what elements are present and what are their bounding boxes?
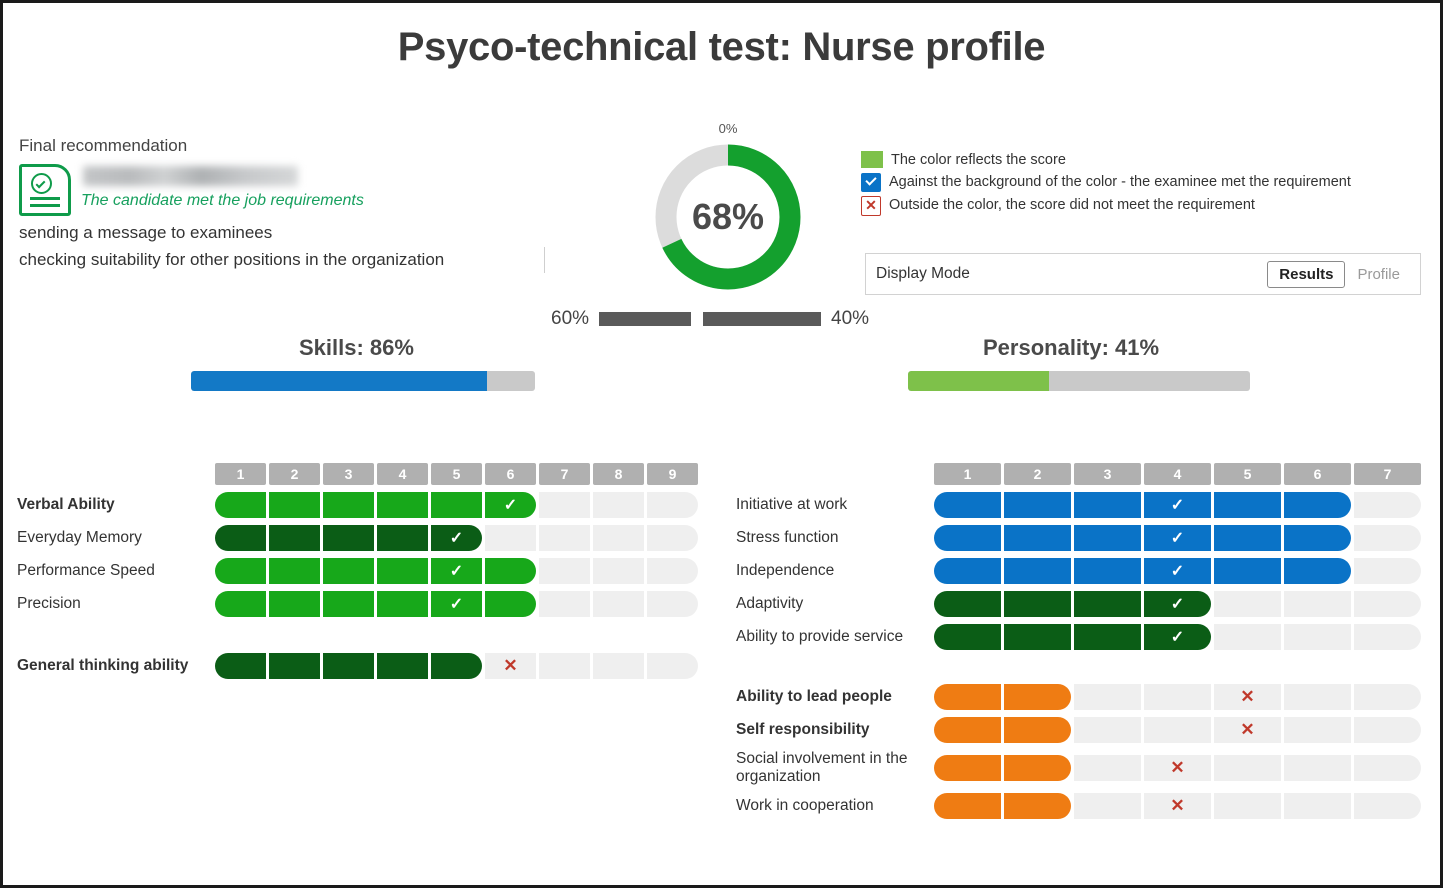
skills-col-3: 3 [323,463,374,485]
table-row [736,591,1436,617]
cell-with-marker [485,492,536,518]
cell [539,558,590,584]
cell [934,755,1001,781]
cell [539,525,590,551]
skills-col-5: 5 [431,463,482,485]
cell [1214,793,1281,819]
cell [1074,755,1141,781]
check-icon: ✓ [449,530,464,547]
cell [539,492,590,518]
cell [1354,684,1421,710]
cell-with-marker [1214,684,1281,710]
cell [1074,793,1141,819]
recommendation-subtitle: The candidate met the job requirements [81,192,364,209]
cell [1284,624,1351,650]
cell [1004,755,1071,781]
legend-text-color: The color reflects the score [891,152,1066,168]
cell [647,653,698,679]
cell [539,591,590,617]
cell-with-marker [1144,624,1211,650]
cell [1214,525,1281,551]
cell [485,525,536,551]
cell [1004,525,1071,551]
table-row [736,558,1436,584]
cell [1074,624,1141,650]
check-icon: ✓ [449,563,464,580]
row-cells-general-thinking-ability [215,653,701,679]
skills-col-1: 1 [215,463,266,485]
check-icon: ✓ [1170,497,1185,514]
cell [215,492,266,518]
cell [1284,684,1351,710]
cell [1354,755,1421,781]
row-cells-precision [215,591,701,617]
cell [1354,492,1421,518]
cell [1004,793,1071,819]
display-mode-results-button[interactable]: Results [1267,261,1345,288]
personality-col-3: 3 [1074,463,1141,485]
cell [539,653,590,679]
table-row [17,558,717,584]
display-mode-bar [865,253,1421,295]
x-icon: ✕ [1240,687,1255,706]
personality-col-4: 4 [1144,463,1211,485]
cell [377,653,428,679]
check-icon: ✓ [503,497,518,514]
cell [323,653,374,679]
gauge-value-label: 68% [691,196,765,237]
cell [377,492,428,518]
table-row [736,525,1436,551]
cell [934,492,1001,518]
cell [1354,624,1421,650]
cell [1354,525,1421,551]
cell [377,591,428,617]
row-label-social-involvement: Social involvement in the organization [736,750,908,785]
display-mode-label: Display Mode [876,265,970,282]
cell [1284,717,1351,743]
cell [647,525,698,551]
cell [934,591,1001,617]
cell [1284,525,1351,551]
row-cells-adaptivity [934,591,1424,617]
cell-with-marker [1144,755,1211,781]
overall-score-gauge [643,121,813,296]
row-cells-ability-to-lead-people [934,684,1424,710]
display-mode-buttons [1267,261,1412,288]
row-cells-ability-to-provide-service [934,624,1424,650]
x-icon: ✕ [1170,757,1185,777]
row-label-work-in-cooperation: Work in cooperation [736,796,874,814]
cell-with-marker [431,525,482,551]
checkbox-icon [861,173,881,192]
x-icon: ✕ [503,656,518,675]
row-label-verbal-ability: Verbal Ability [17,496,115,514]
personality-heading: Personality: 41% [983,335,1160,360]
row-label-independence: Independence [736,562,835,580]
legend-item-not-met [861,196,1421,216]
row-cells-initiative-at-work [934,492,1424,518]
cell [1004,684,1071,710]
color-swatch-icon [861,151,883,168]
personality-col-5: 5 [1214,463,1281,485]
row-label-initiative-at-work: Initiative at work [736,496,848,514]
cell-with-marker [431,591,482,617]
display-mode-profile-button[interactable]: Profile [1345,261,1412,288]
cell [1214,624,1281,650]
cell [377,558,428,584]
cell [485,558,536,584]
row-cells-stress-function [934,525,1424,551]
cell [1354,717,1421,743]
cell [1004,717,1071,743]
recommendation-action-1[interactable]: sending a message to examinees [19,223,273,242]
personality-column-headers [934,463,1436,485]
cell [1354,591,1421,617]
cell [1284,591,1351,617]
skills-progress-fill [191,371,487,391]
final-recommendation [19,136,539,270]
legend-item-met [861,173,1421,192]
cell [934,684,1001,710]
cell [1284,558,1351,584]
cell [1214,492,1281,518]
row-cells-verbal-ability [215,492,701,518]
skills-col-4: 4 [377,463,428,485]
cell [934,558,1001,584]
cell [1284,492,1351,518]
cell [934,525,1001,551]
check-icon: ✓ [1170,563,1185,580]
table-row [736,750,1436,786]
cell [1074,591,1141,617]
row-label-precision: Precision [17,595,81,613]
cell [1074,525,1141,551]
check-icon: ✓ [1170,530,1185,547]
recommendation-action-2[interactable]: checking suitability for other positions in the organization [19,250,539,270]
cell [1004,492,1071,518]
cell [1074,684,1141,710]
cell [934,793,1001,819]
cell-with-marker [1144,793,1211,819]
row-cells-social-involvement [934,755,1424,781]
cell [1354,793,1421,819]
cell [323,492,374,518]
cell [934,717,1001,743]
cell [1004,591,1071,617]
cell [593,558,644,584]
recommendation-heading: Final recommendation [19,136,188,155]
cell [593,492,644,518]
table-row [17,492,717,518]
candidate-name-redacted [83,166,298,186]
legend-item-color [861,151,1421,169]
skills-column-headers [215,463,717,485]
row-cells-self-responsibility [934,717,1424,743]
check-icon: ✓ [1170,629,1185,646]
cell [647,591,698,617]
cell-with-marker [1144,525,1211,551]
table-row [736,717,1436,743]
gauge-start-label: 0% [718,121,738,136]
row-label-ability-to-provide-service: Ability to provide service [736,628,904,646]
personality-col-1: 1 [934,463,1001,485]
row-cells-everyday-memory [215,525,701,551]
cell [323,591,374,617]
skills-scale [17,463,717,686]
cell [934,624,1001,650]
x-icon: ✕ [1240,720,1255,739]
table-row [17,591,717,617]
legend-text-not-met: Outside the color, the score did not meet the requirement [889,197,1255,214]
table-row [736,684,1436,710]
cell [593,653,644,679]
skills-col-9: 9 [647,463,698,485]
personality-col-2: 2 [1004,463,1071,485]
row-label-everyday-memory: Everyday Memory [17,529,142,547]
table-row [17,525,717,551]
cell-with-marker [1144,558,1211,584]
personality-scale [736,463,1436,826]
cell [593,525,644,551]
cell [269,653,320,679]
row-cells-performance-speed [215,558,701,584]
cell [1074,717,1141,743]
cell [647,492,698,518]
cell-with-marker [1214,717,1281,743]
page-title: Psyco-technical test: Nurse profile [397,25,1046,69]
row-label-stress-function: Stress function [736,529,839,547]
cell-with-marker [1144,591,1211,617]
cell [215,558,266,584]
cell [431,653,482,679]
cell [269,591,320,617]
check-icon: ✓ [1170,596,1185,613]
row-label-general-thinking-ability: General thinking ability [17,657,189,675]
skills-col-7: 7 [539,463,590,485]
skills-progress-bar [191,371,535,391]
table-row [17,653,717,679]
personality-col-7: 7 [1354,463,1421,485]
cell-with-marker [431,558,482,584]
split-right-label: 40% [831,308,870,329]
cell-with-marker [1144,492,1211,518]
cell [647,558,698,584]
personality-progress-fill [908,371,1049,391]
cell [323,558,374,584]
legend-text-met: Against the background of the color - the examinee met the requirement [889,174,1351,191]
split-left-segment [599,312,691,326]
cell [1144,684,1211,710]
cell [215,525,266,551]
cell [431,492,482,518]
cell [1004,624,1071,650]
table-row [736,793,1436,819]
cell-with-marker [485,653,536,679]
row-label-ability-to-lead-people: Ability to lead people [736,688,892,706]
cell [485,591,536,617]
cell [1214,558,1281,584]
legend [861,151,1421,220]
cell [1354,558,1421,584]
table-row [736,624,1436,650]
personality-progress-bar [908,371,1250,391]
cell [1144,717,1211,743]
cell [269,492,320,518]
table-row [736,492,1436,518]
x-icon: ✕ [1170,795,1185,815]
cell [215,591,266,617]
skills-heading: Skills: 86% [299,335,414,360]
row-label-adaptivity: Adaptivity [736,595,804,613]
cell [323,525,374,551]
split-left-label: 60% [551,308,590,329]
cell [377,525,428,551]
cell [1004,558,1071,584]
skills-col-2: 2 [269,463,320,485]
cell [1074,558,1141,584]
cell [1074,492,1141,518]
cell [1214,755,1281,781]
cell [269,525,320,551]
cell [1284,755,1351,781]
personality-col-6: 6 [1284,463,1351,485]
cell [1214,591,1281,617]
row-cells-work-in-cooperation [934,793,1424,819]
row-label-self-responsibility: Self responsibility [736,721,870,739]
cell [593,591,644,617]
row-cells-independence [934,558,1424,584]
cell [1284,793,1351,819]
score-split-bar [551,308,869,330]
approved-document-icon [19,164,71,216]
cell [269,558,320,584]
check-icon: ✓ [449,596,464,613]
x-icon: ✕ [861,196,881,216]
skills-col-6: 6 [485,463,536,485]
skills-col-8: 8 [593,463,644,485]
split-right-segment [701,312,821,326]
row-label-performance-speed: Performance Speed [17,562,155,580]
cell [215,653,266,679]
